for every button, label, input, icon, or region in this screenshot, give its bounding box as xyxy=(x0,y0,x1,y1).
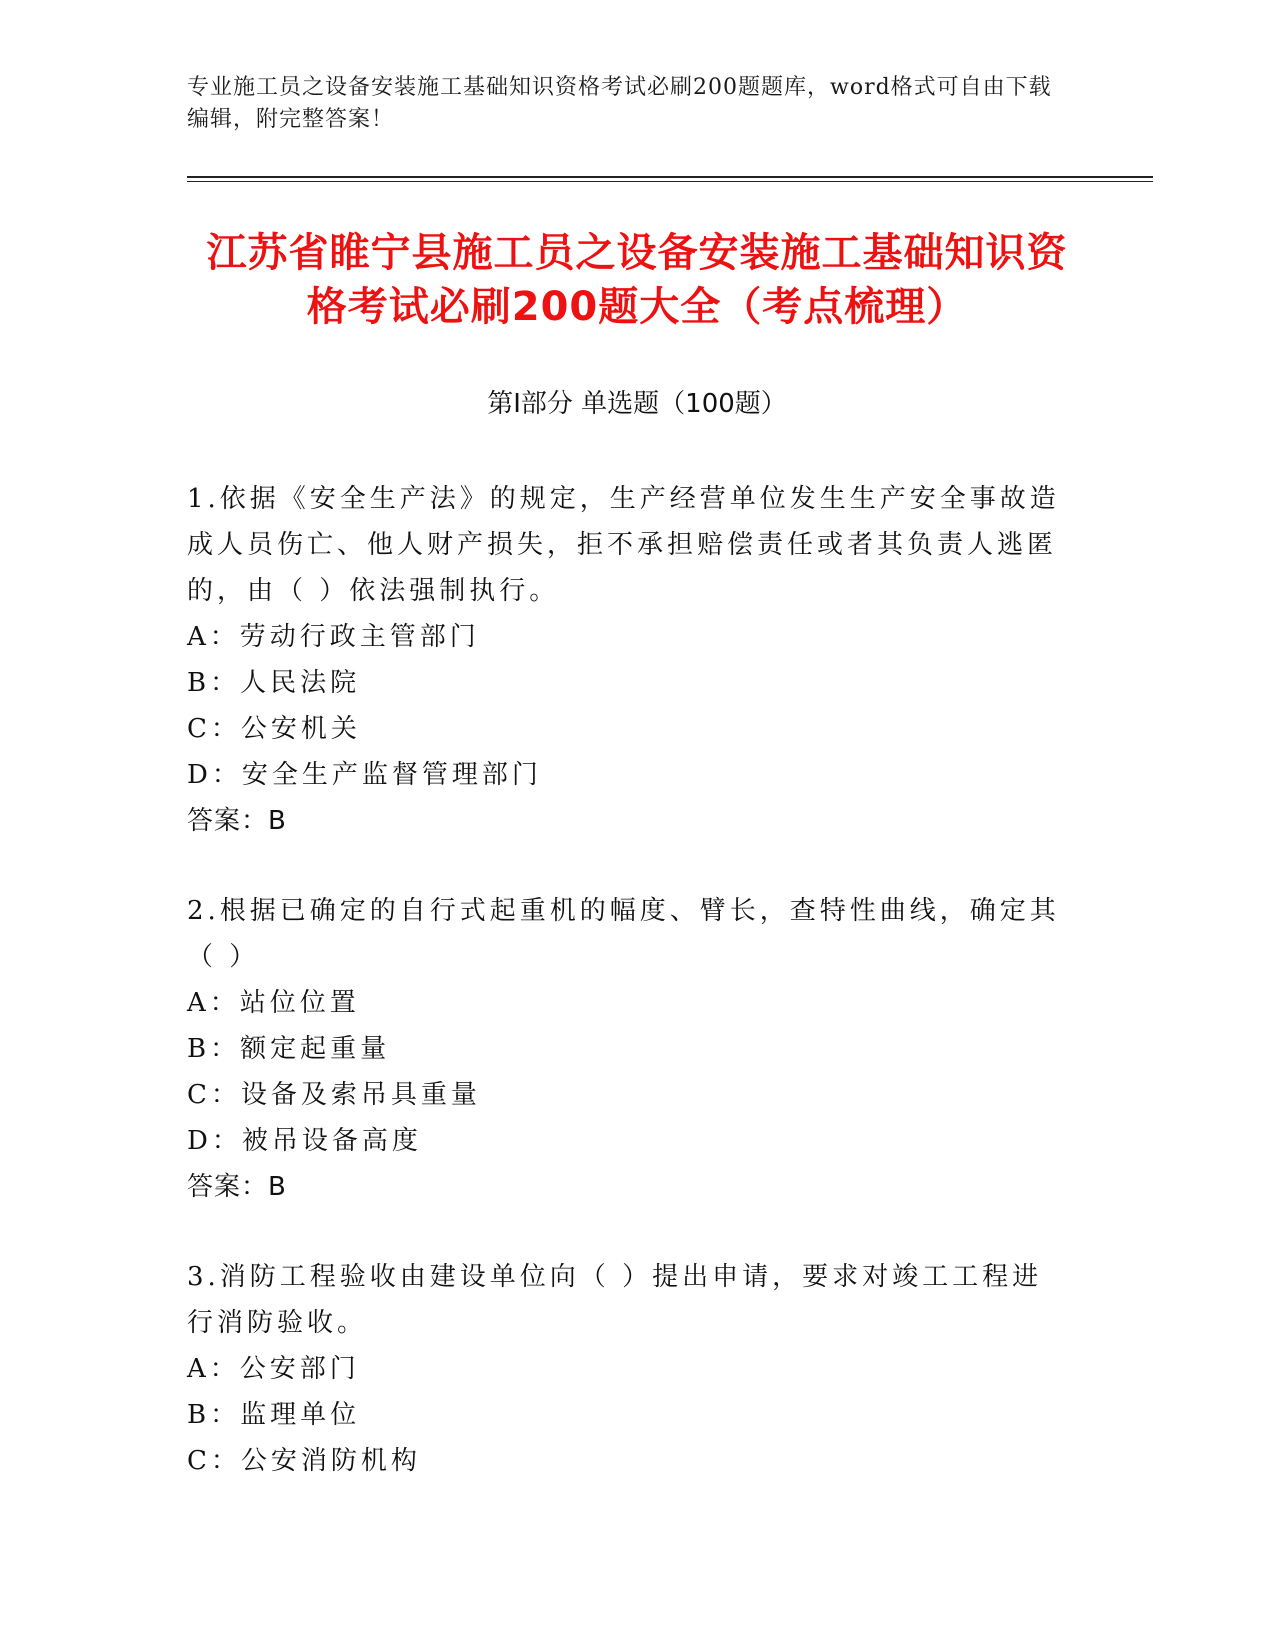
option-a: A：公安部门 xyxy=(187,1354,360,1384)
option-b: B：人民法院 xyxy=(187,668,361,698)
option-c: C：公安机关 xyxy=(187,714,361,744)
answer: 答案：B xyxy=(187,806,287,836)
question-1 xyxy=(187,476,1067,844)
option-a: A：站位位置 xyxy=(187,988,360,1018)
option-b: B：监理单位 xyxy=(187,1400,361,1430)
option-c: C：设备及索吊具重量 xyxy=(187,1080,481,1110)
option-b: B：额定起重量 xyxy=(187,1034,391,1064)
option-a: A：劳动行政主管部门 xyxy=(187,622,480,652)
option-d: D：被吊设备高度 xyxy=(187,1126,422,1156)
question-text: 3.消防工程验收由建设单位向（ ）提出申请，要求对竣工工程进行消防验收。 xyxy=(187,1262,1043,1338)
header-note: 专业施工员之设备安装施工基础知识资格考试必刷200题题库，word格式可自由下载编辑，附完整答案！ xyxy=(187,75,1052,132)
question-text: 1.依据《安全生产法》的规定，生产经营单位发生生产安全事故造成人员伤亡、他人财产损失，拒不承担赔偿责任或者其负责人逃匿的，由（ ）依法强制执行。 xyxy=(187,484,1060,606)
header-divider-thick xyxy=(187,176,1153,178)
option-d: D：安全生产监督管理部门 xyxy=(187,760,542,790)
answer: 答案：B xyxy=(187,1172,287,1202)
header-divider-thin xyxy=(187,181,1153,182)
question-3 xyxy=(187,1254,1067,1484)
option-c: C：公安消防机构 xyxy=(187,1446,421,1476)
section-title: 第Ⅰ部分 单选题（100题） xyxy=(487,389,787,419)
question-list xyxy=(187,476,1067,1528)
question-text: 2.根据已确定的自行式起重机的幅度、臂长，查特性曲线，确定其（ ） xyxy=(187,896,1060,972)
question-2 xyxy=(187,888,1067,1210)
document-title: 江苏省睢宁县施工员之设备安装施工基础知识资格考试必刷200题大全（考点梳理） xyxy=(206,230,1068,330)
